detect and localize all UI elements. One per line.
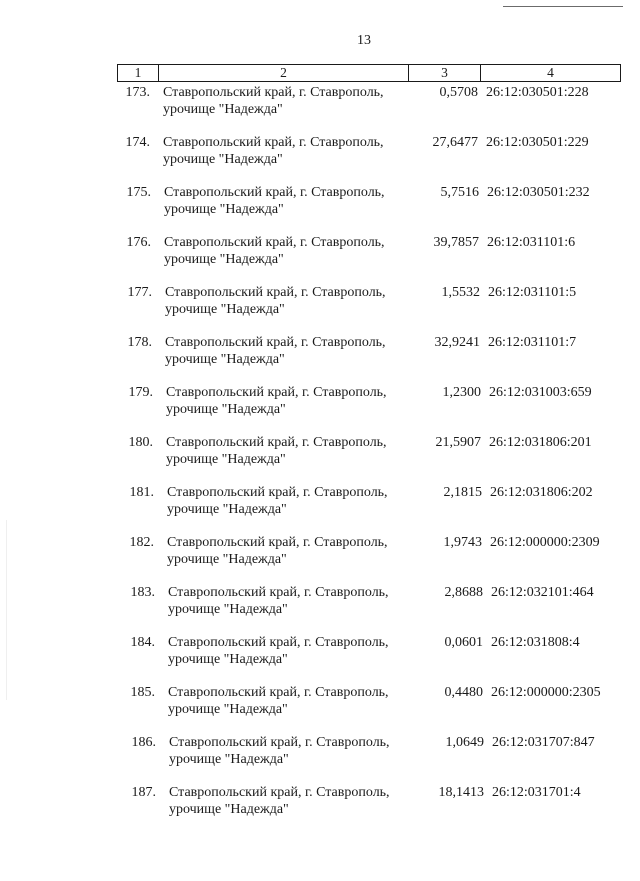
cadastral-number: 26:12:031701:4 <box>492 785 581 800</box>
cadastral-number: 26:12:030501:232 <box>487 185 590 200</box>
table-row <box>0 234 640 284</box>
cadastral-number: 26:12:031808:4 <box>491 635 580 650</box>
address-line-2: урочище "Надежда" <box>169 802 289 817</box>
address-line-2: урочище "Надежда" <box>168 652 288 667</box>
table-row <box>0 484 640 534</box>
row-number: 187. <box>131 785 156 800</box>
cadastral-number: 26:12:031806:202 <box>490 485 593 500</box>
address-line-1: Ставропольский край, г. Ставрополь, <box>166 385 387 400</box>
row-number: 185. <box>130 685 155 700</box>
table-row <box>0 684 640 734</box>
cadastral-number: 26:12:031707:847 <box>492 735 595 750</box>
cadastral-number: 26:12:000000:2309 <box>490 535 600 550</box>
cadastral-number: 26:12:031101:6 <box>487 235 576 250</box>
area-value: 39,7857 <box>433 235 479 250</box>
row-number: 180. <box>128 435 153 450</box>
address-line-2: урочище "Надежда" <box>166 452 286 467</box>
address-line-1: Ставропольский край, г. Ставрополь, <box>167 485 388 500</box>
address-line-1: Ставропольский край, г. Ставрополь, <box>166 435 387 450</box>
table-row <box>0 784 640 834</box>
column-header-2: 2 <box>159 65 409 81</box>
area-value: 21,5907 <box>435 435 481 450</box>
address-line-2: урочище "Надежда" <box>168 702 288 717</box>
address-line-2: урочище "Надежда" <box>165 302 285 317</box>
area-value: 1,5532 <box>441 285 480 300</box>
area-value: 0,4480 <box>444 685 483 700</box>
table-row <box>0 634 640 684</box>
cadastral-number: 26:12:030501:228 <box>486 85 589 100</box>
address-line-2: урочище "Надежда" <box>164 202 284 217</box>
page-number: 13 <box>357 33 371 48</box>
area-value: 1,0649 <box>445 735 484 750</box>
row-number: 186. <box>131 735 156 750</box>
table-row <box>0 284 640 334</box>
cadastral-number: 26:12:031003:659 <box>489 385 592 400</box>
area-value: 32,9241 <box>434 335 480 350</box>
row-number: 174. <box>125 135 150 150</box>
row-number: 177. <box>127 285 152 300</box>
address-line-1: Ставропольский край, г. Ставрополь, <box>165 335 386 350</box>
address-line-2: урочище "Надежда" <box>168 602 288 617</box>
address-line-2: урочище "Надежда" <box>164 252 284 267</box>
area-value: 0,0601 <box>444 635 483 650</box>
area-value: 1,9743 <box>443 535 482 550</box>
table-row <box>0 434 640 484</box>
table-row <box>0 184 640 234</box>
address-line-1: Ставропольский край, г. Ставрополь, <box>168 685 389 700</box>
address-line-1: Ставропольский край, г. Ставрополь, <box>168 635 389 650</box>
row-number: 182. <box>129 535 154 550</box>
address-line-1: Ставропольский край, г. Ставрополь, <box>168 585 389 600</box>
address-line-2: урочище "Надежда" <box>163 152 283 167</box>
row-number: 173. <box>125 85 150 100</box>
address-line-2: урочище "Надежда" <box>165 352 285 367</box>
area-value: 18,1413 <box>438 785 484 800</box>
table-row <box>0 534 640 584</box>
row-number: 184. <box>130 635 155 650</box>
area-value: 0,5708 <box>439 85 478 100</box>
cadastral-number: 26:12:031806:201 <box>489 435 592 450</box>
table-row <box>0 734 640 784</box>
table-row <box>0 134 640 184</box>
row-number: 179. <box>128 385 153 400</box>
address-line-1: Ставропольский край, г. Ставрополь, <box>164 185 385 200</box>
address-line-1: Ставропольский край, г. Ставрополь, <box>169 735 390 750</box>
cadastral-number: 26:12:032101:464 <box>491 585 594 600</box>
row-number: 178. <box>127 335 152 350</box>
table-header <box>117 64 621 82</box>
table-row <box>0 84 640 134</box>
column-header-4: 4 <box>547 65 554 80</box>
address-line-1: Ставропольский край, г. Ставрополь, <box>169 785 390 800</box>
column-header-3: 3 <box>409 65 481 81</box>
address-line-2: урочище "Надежда" <box>166 402 286 417</box>
cadastral-number: 26:12:030501:229 <box>486 135 589 150</box>
cadastral-number: 26:12:031101:7 <box>488 335 577 350</box>
row-number: 183. <box>130 585 155 600</box>
area-value: 27,6477 <box>432 135 478 150</box>
top-rule <box>503 6 623 7</box>
address-line-2: урочище "Надежда" <box>167 502 287 517</box>
address-line-2: урочище "Надежда" <box>167 552 287 567</box>
cadastral-number: 26:12:031101:5 <box>488 285 577 300</box>
table-row <box>0 584 640 634</box>
address-line-1: Ставропольский край, г. Ставрополь, <box>164 235 385 250</box>
column-header-1: 1 <box>118 65 159 81</box>
address-line-1: Ставропольский край, г. Ставрополь, <box>163 135 384 150</box>
row-number: 181. <box>129 485 154 500</box>
area-value: 2,1815 <box>443 485 482 500</box>
table-row <box>0 334 640 384</box>
address-line-1: Ставропольский край, г. Ставрополь, <box>167 535 388 550</box>
row-number: 176. <box>126 235 151 250</box>
area-value: 1,2300 <box>442 385 481 400</box>
row-number: 175. <box>126 185 151 200</box>
area-value: 2,8688 <box>444 585 483 600</box>
table-row <box>0 384 640 434</box>
address-line-1: Ставропольский край, г. Ставрополь, <box>163 85 384 100</box>
cadastral-number: 26:12:000000:2305 <box>491 685 601 700</box>
area-value: 5,7516 <box>440 185 479 200</box>
address-line-1: Ставропольский край, г. Ставрополь, <box>165 285 386 300</box>
address-line-2: урочище "Надежда" <box>169 752 289 767</box>
address-line-2: урочище "Надежда" <box>163 102 283 117</box>
